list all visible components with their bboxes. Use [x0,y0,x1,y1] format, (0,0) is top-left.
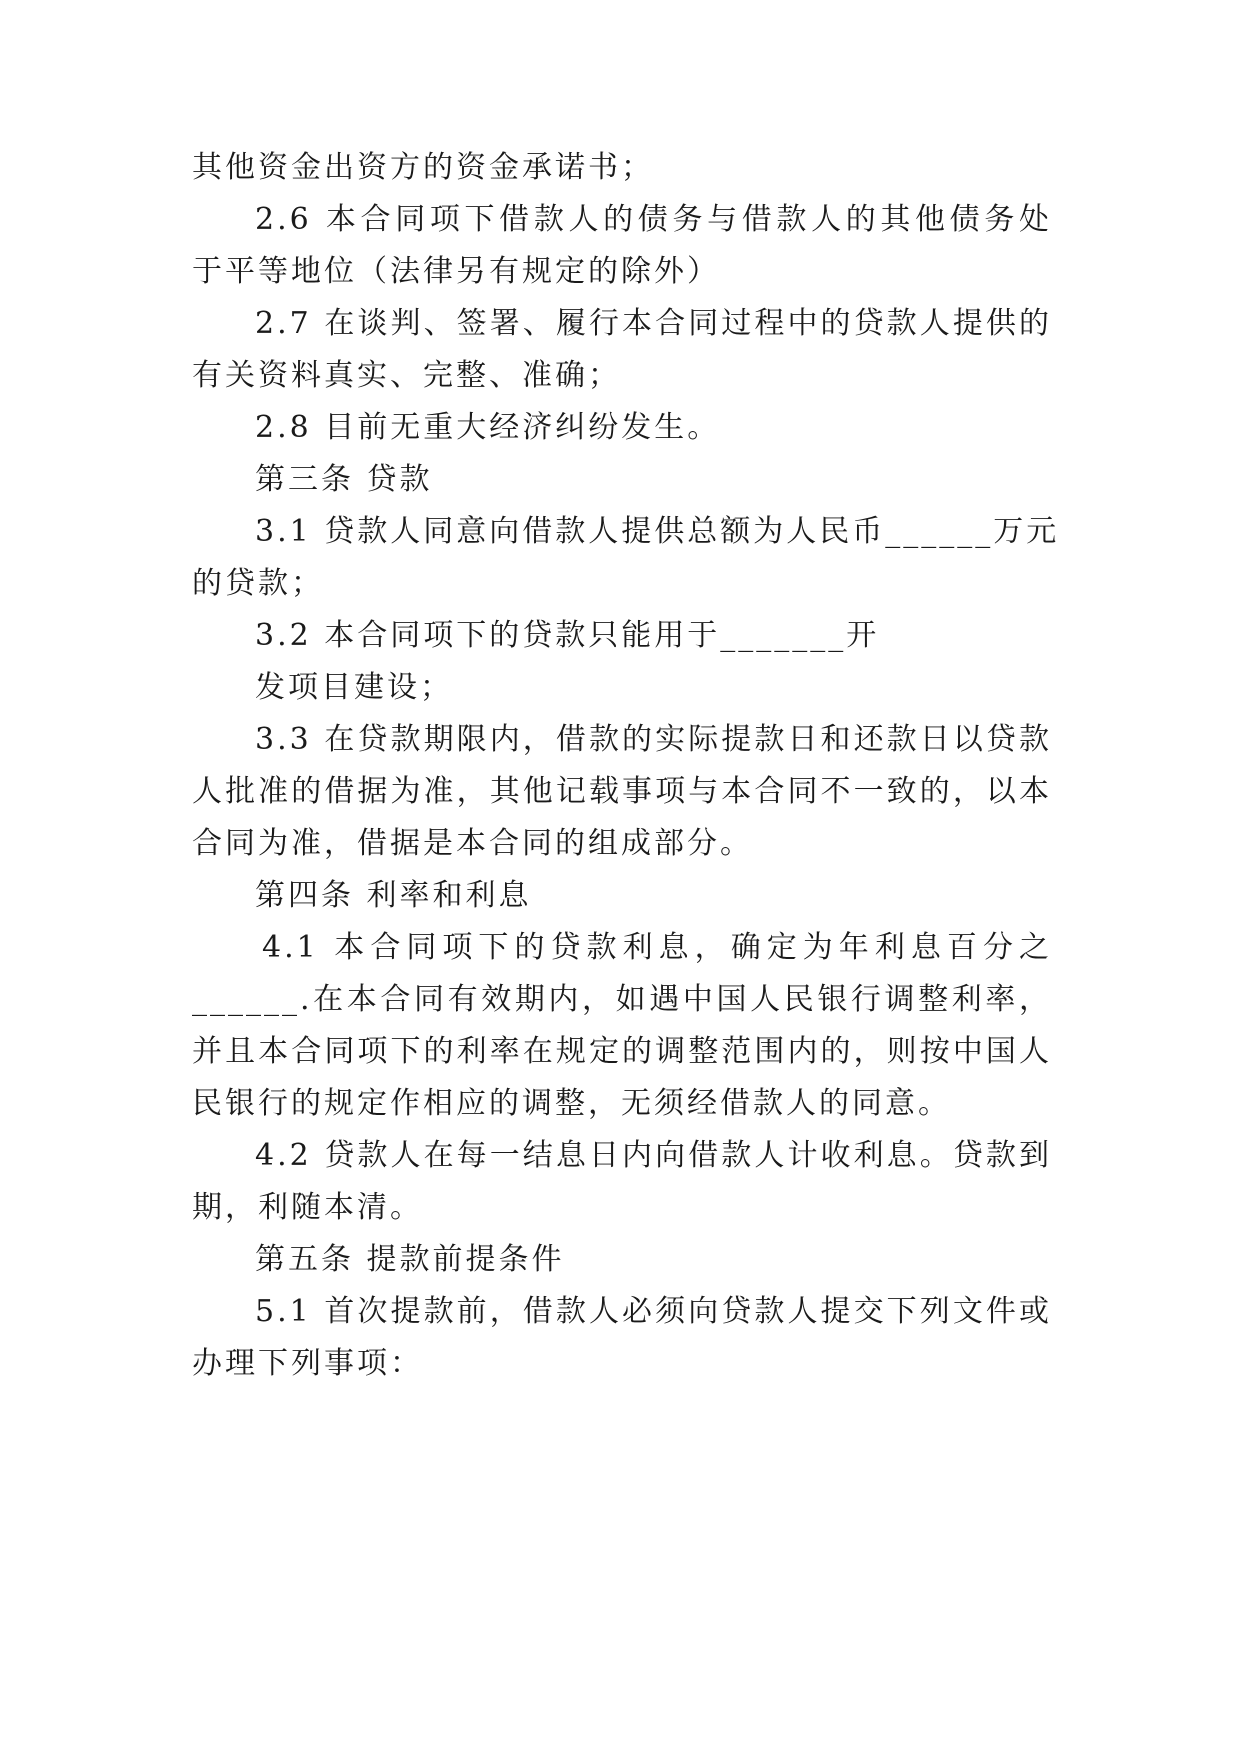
text-line: 并且本合同项下的利率在规定的调整范围内的，则按中国人 [192,1034,1052,1069]
text-line: 于平等地位（法律另有规定的除外） [192,254,720,289]
clause-2-6: 2.6 本合同项下借款人的债务与借款人的其他债务处 [255,202,1052,237]
text-line: 合同为准，借据是本合同的组成部分。 [192,826,753,861]
clause-2-7: 2.7 在谈判、签署、履行本合同过程中的贷款人提供的 [255,306,1052,341]
text-line: 其他资金出资方的资金承诺书； [192,150,654,185]
clause-2-8: 2.8 目前无重大经济纠纷发生。 [255,410,721,445]
clause-4-1: 4.1 本合同项下的贷款利息，确定为年利息百分之 [262,930,1052,965]
text-line: ______.在本合同有效期内，如遇中国人民银行调整利率， [192,982,1052,1017]
clause-4-2: 4.2 贷款人在每一结息日内向借款人计收利息。贷款到 [255,1138,1052,1173]
text-line: 期，利随本清。 [192,1190,423,1225]
text-line: 民银行的规定作相应的调整，无须经借款人的同意。 [192,1086,951,1121]
text-line: 办理下列事项： [192,1346,423,1381]
text-line: 有关资料真实、完整、准确； [192,358,621,393]
text-line: 的贷款； [192,566,324,601]
article-5-heading: 第五条 提款前提条件 [255,1242,565,1277]
clause-3-3: 3.3 在贷款期限内，借款的实际提款日和还款日以贷款 [255,722,1052,757]
article-4-heading: 第四条 利率和利息 [255,878,532,913]
article-3-heading: 第三条 贷款 [255,462,433,497]
text-line: 发项目建设； [255,670,453,705]
clause-3-1: 3.1 贷款人同意向借款人提供总额为人民币______万元 [255,514,1060,549]
clause-3-2: 3.2 本合同项下的贷款只能用于_______开 [255,618,880,653]
text-line: 人批准的借据为准，其他记载事项与本合同不一致的，以本 [192,774,1052,809]
clause-5-1: 5.1 首次提款前，借款人必须向贷款人提交下列文件或 [255,1294,1052,1329]
